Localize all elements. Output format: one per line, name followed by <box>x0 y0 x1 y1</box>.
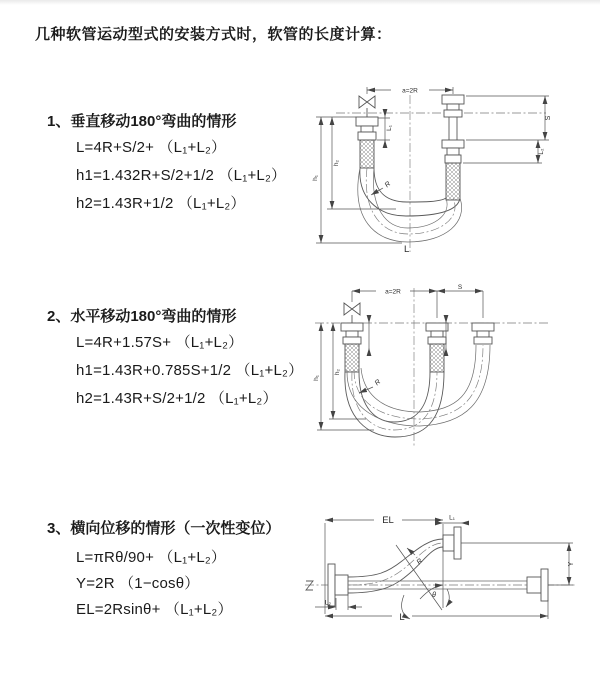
formula-3-y: Y=2R （1−cosθ） <box>76 575 200 592</box>
upper-flange <box>443 527 461 559</box>
dim-label-el: EL <box>382 515 394 526</box>
dim-label-l2: L₂ <box>538 148 545 155</box>
left-pipe-fitting <box>341 323 363 372</box>
radius-label: R <box>373 378 383 388</box>
length-label: L <box>404 244 410 255</box>
section-2-heading: 2、水平移动180°弯曲的情形 <box>47 308 237 325</box>
middle-pipe-fitting <box>426 323 448 372</box>
dim-label-a2r: a=2R <box>385 288 401 296</box>
formula-1-h1: h1=1.432R+S/2+1/2 （L₁+L₂） <box>76 167 287 184</box>
dim-label-l1: L₁ <box>386 125 393 131</box>
pipe-break-mark <box>306 581 313 590</box>
theta-label: θ <box>432 592 436 599</box>
dim-label-y: Y <box>568 561 575 567</box>
right-flange <box>527 569 548 601</box>
braided-section <box>345 344 359 372</box>
braided-section <box>430 344 444 372</box>
dimension-lines <box>312 87 552 255</box>
scan-edge <box>0 0 600 5</box>
dim-label-h2: h₂ <box>333 159 340 167</box>
dimension-lines <box>313 284 483 430</box>
section-3-heading: 3、横向位移的情形（一次性变位） <box>47 520 281 537</box>
page-title: 几种软管运动型式的安装方式时，软管的长度计算： <box>35 26 392 43</box>
diagram-vertical-180 <box>312 72 552 258</box>
dim-label-h2: h₂ <box>334 368 341 376</box>
valve-icon <box>344 303 360 323</box>
dim-label-l1: L₁ <box>449 514 455 522</box>
radius-label: R <box>383 180 393 190</box>
hose-u-bend <box>345 345 490 437</box>
left-pipe-fitting <box>356 117 378 168</box>
formula-3-l: L=πRθ/90+ （L₁+L₂） <box>76 549 227 566</box>
radius-label: R <box>415 557 425 567</box>
formula-2-h1: h1=1.43R+0.785S+1/2 （L₁+L₂） <box>76 362 304 379</box>
braided-section <box>446 163 460 200</box>
formula-1-h2: h2=1.43R+1/2 （L₁+L₂） <box>76 195 246 212</box>
dim-label-l2: L₂ <box>324 599 332 607</box>
angle-construction <box>396 524 449 619</box>
right-pipe-fitting <box>472 323 494 344</box>
valve-icon <box>359 96 375 117</box>
dim-label-l: L <box>399 612 405 623</box>
formula-1-l: L=4R+S/2+ （L₁+L₂） <box>76 139 227 156</box>
dimension-lines <box>315 515 575 624</box>
dim-label-h1: h₁ <box>313 375 320 381</box>
formula-2-l: L=4R+1.57S+ （L₁+L₂） <box>76 334 244 351</box>
dim-label-s: S <box>457 284 463 291</box>
diagram-horizontal-180 <box>312 283 552 455</box>
dim-label-a2r: a=2R <box>402 87 418 95</box>
braided-section <box>360 140 374 168</box>
section-1-heading: 1、垂直移动180°弯曲的情形 <box>47 113 237 130</box>
dim-label-s: S <box>545 115 552 121</box>
diagram-lateral-offset <box>300 498 592 638</box>
formula-3-el: EL=2Rsinθ+ （L₁+L₂） <box>76 601 233 618</box>
formula-2-h2: h2=1.43R+S/2+1/2 （L₁+L₂） <box>76 390 278 407</box>
right-pipe-fitting <box>442 95 464 200</box>
dim-label-h1: h₁ <box>312 175 319 181</box>
